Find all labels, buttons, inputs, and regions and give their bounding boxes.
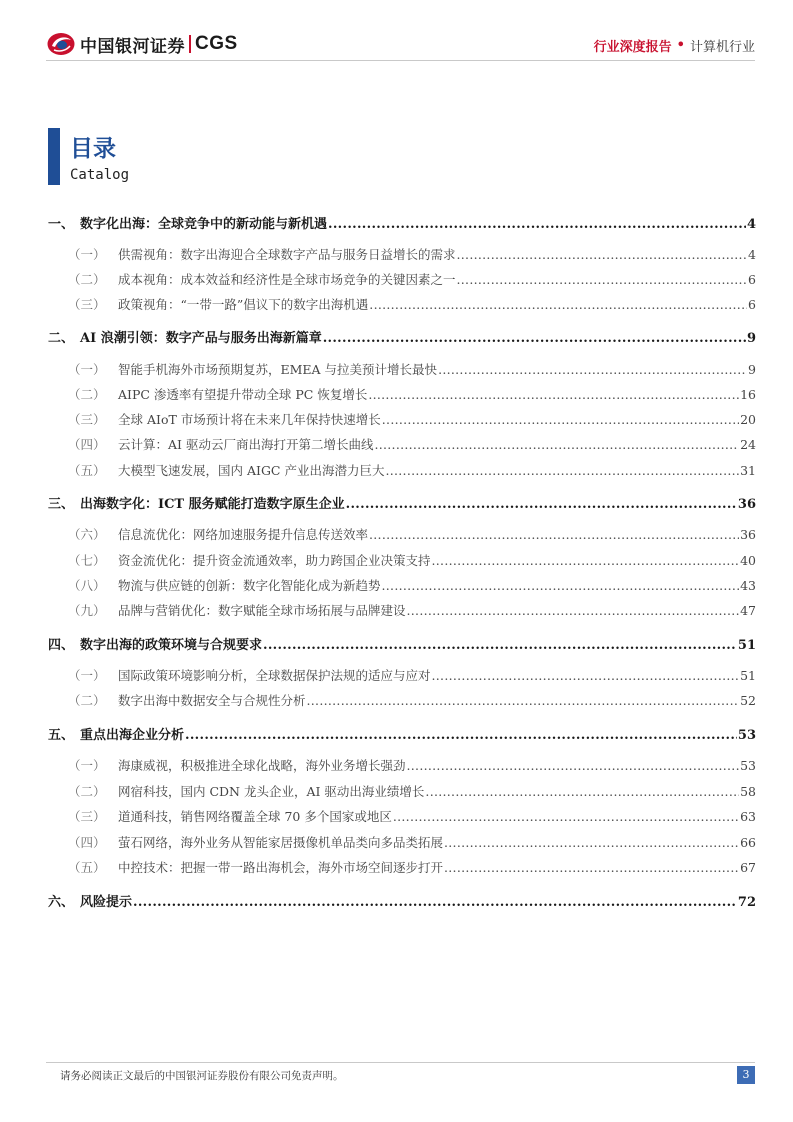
toc-entry-page[interactable]: 6	[748, 297, 756, 312]
toc-entry-number: （八）	[68, 578, 106, 593]
toc-entry-number: （四）	[68, 835, 106, 850]
toc-section-entry[interactable]	[48, 858, 756, 876]
toc-section-entry[interactable]	[48, 385, 756, 403]
toc-section-entry[interactable]	[48, 360, 756, 378]
toc-entry-page[interactable]: 52	[740, 693, 756, 708]
toc-entry-number: （二）	[68, 693, 106, 708]
toc-chapter-entry[interactable]	[48, 634, 756, 653]
toc-entry-label[interactable]: 云计算：AI 驱动云厂商出海打开第二增长曲线	[118, 437, 374, 452]
page-subtitle: Catalog	[70, 167, 130, 183]
toc-section-entry[interactable]	[48, 295, 756, 313]
toc-entry-number: （三）	[68, 809, 106, 824]
toc-leader-dots	[457, 272, 748, 287]
toc-entry-page[interactable]: 51	[740, 668, 756, 683]
toc-chapter-entry[interactable]	[48, 891, 756, 910]
toc-entry-number: 六、	[48, 895, 75, 910]
toc-leader-dots	[382, 412, 739, 427]
toc-entry-label[interactable]: 物流与供应链的创新：数字化智能化成为新趋势	[118, 578, 381, 593]
toc-entry-label[interactable]: 资金流优化：提升资金流通效率，助力跨国企业决策支持	[118, 553, 431, 568]
toc-leader-dots	[346, 497, 737, 512]
toc-leader-dots	[444, 860, 739, 875]
toc-entry-number: （六）	[68, 527, 106, 542]
toc-entry-label[interactable]: 萤石网络，海外业务从智能家居摄像机单品类向多品类拓展	[118, 835, 444, 850]
toc-leader-dots	[374, 437, 739, 452]
toc-section-entry[interactable]	[48, 576, 756, 594]
toc-entry-number: （一）	[68, 758, 106, 773]
toc-entry-label[interactable]: 政策视角：“一带一路”倡议下的数字出海机遇	[118, 297, 369, 312]
toc-entry-label[interactable]: 重点出海企业分析	[80, 728, 185, 743]
toc-entry-number: （一）	[68, 362, 106, 377]
toc-entry-label[interactable]: 海康威视，积极推进全球化战略，海外业务增长强劲	[118, 758, 406, 773]
toc-entry-number: （五）	[68, 860, 106, 875]
toc-section-entry[interactable]	[48, 833, 756, 851]
toc-section-entry[interactable]	[48, 461, 756, 479]
toc-entry-label[interactable]: 风险提示	[80, 895, 133, 910]
toc-entry-number: （九）	[68, 603, 106, 618]
toc-entry-page[interactable]: 6	[748, 272, 756, 287]
toc-entry-page[interactable]: 9	[748, 362, 756, 377]
toc-section-entry[interactable]	[48, 807, 756, 825]
toc-entry-page[interactable]: 4	[748, 247, 756, 262]
disclaimer-note: 请务必阅读正文最后的中国银河证券股份有限公司免责声明。	[60, 1070, 344, 1082]
toc-chapter-entry[interactable]	[48, 327, 756, 346]
toc-leader-dots	[407, 603, 740, 618]
toc-leader-dots	[444, 835, 739, 850]
toc-entry-page[interactable]: 53	[737, 728, 756, 743]
toc-entry-number: 三、	[48, 497, 75, 512]
toc-entry-label[interactable]: 网宿科技，国内 CDN 龙头企业，AI 驱动出海业绩增长	[118, 784, 425, 799]
brand-logo	[46, 31, 238, 57]
footer-divider	[46, 1062, 755, 1063]
toc-entry-label[interactable]: 成本视角：成本效益和经济性是全球市场竞争的关键因素之一	[118, 272, 456, 287]
toc-entry-number: （二）	[68, 784, 106, 799]
toc-entry-label[interactable]: 道通科技，销售网络覆盖全球 70 多个国家或地区	[118, 809, 392, 824]
page-header	[0, 0, 793, 60]
toc-leader-dots	[393, 809, 739, 824]
toc-entry-page[interactable]: 24	[740, 437, 756, 452]
toc-entry-label[interactable]: AI 浪潮引领：数字产品与服务出海新篇章	[80, 331, 322, 346]
galaxy-logo-icon	[46, 31, 76, 57]
toc-entry-label[interactable]: 中控技术：把握一带一路出海机会，海外市场空间逐步打开	[118, 860, 444, 875]
report-category	[594, 36, 755, 55]
toc-entry-page[interactable]: 31	[740, 463, 756, 478]
toc-entry-label[interactable]: 大模型飞速发展，国内 AIGC 产业出海潜力巨大	[118, 463, 385, 478]
toc-entry-page[interactable]: 36	[737, 497, 756, 512]
toc-entry-page[interactable]: 47	[740, 603, 756, 618]
toc-entry-page[interactable]: 16	[740, 387, 756, 402]
toc-leader-dots	[432, 668, 740, 683]
toc-entry-page[interactable]: 66	[740, 835, 756, 850]
header-separator: •	[676, 38, 685, 53]
toc-entry-number: 五、	[48, 728, 75, 743]
title-accent-bar	[48, 128, 60, 185]
toc-entry-number: （三）	[68, 297, 106, 312]
toc-chapter-entry[interactable]	[48, 493, 756, 512]
page-number: 3	[737, 1066, 755, 1084]
toc-entry-page[interactable]: 20	[740, 412, 756, 427]
brand-name-en: CGS	[195, 33, 238, 54]
brand-separator	[189, 35, 191, 53]
toc-section-entry[interactable]	[48, 756, 756, 774]
toc-entry-label[interactable]: 信息流优化：网络加速服务提升信息传送效率	[118, 527, 369, 542]
toc-leader-dots	[307, 693, 740, 708]
toc-leader-dots	[263, 638, 737, 653]
toc-leader-dots	[323, 331, 746, 346]
brand-name-cn: 中国银河证券	[80, 36, 185, 57]
toc-entry-number: （二）	[68, 272, 106, 287]
toc-entry-label[interactable]: 智能手机海外市场预期复苏，EMEA 与拉美预计增长最快	[118, 362, 438, 377]
toc-entry-number: （二）	[68, 387, 106, 402]
industry-label: 计算机行业	[689, 40, 755, 55]
toc-section-entry[interactable]	[48, 666, 756, 684]
toc-entry-label[interactable]: 供需视角：数字出海迎合全球数字产品与服务日益增长的需求	[118, 247, 456, 262]
toc-entry-page[interactable]: 51	[737, 638, 756, 653]
toc-entry-page[interactable]: 63	[740, 809, 756, 824]
toc-entry-number: 一、	[48, 217, 75, 232]
toc-leader-dots	[438, 362, 747, 377]
toc-section-entry[interactable]	[48, 551, 756, 569]
toc-entry-label[interactable]: 品牌与营销优化：数字赋能全球市场拓展与品牌建设	[118, 603, 406, 618]
toc-leader-dots	[369, 297, 747, 312]
toc-leader-dots	[369, 527, 739, 542]
toc-entry-page[interactable]: 40	[740, 553, 756, 568]
toc-entry-number: （四）	[68, 437, 106, 452]
toc-leader-dots	[382, 578, 740, 593]
toc-entry-number: （七）	[68, 553, 106, 568]
toc-entry-page[interactable]: 72	[737, 895, 756, 910]
toc-section-entry[interactable]	[48, 270, 756, 288]
toc-section-entry[interactable]	[48, 245, 756, 263]
toc-entry-page[interactable]: 36	[740, 527, 756, 542]
toc-entry-label[interactable]: 国际政策环境影响分析，全球数据保护法规的适应与应对	[118, 668, 431, 683]
toc-entry-page[interactable]: 43	[740, 578, 756, 593]
toc-entry-label[interactable]: 出海数字化：ICT 服务赋能打造数字原生企业	[80, 497, 345, 512]
toc-entry-label[interactable]: 数字化出海：全球竞争中的新动能与新机遇	[80, 217, 328, 232]
toc-leader-dots	[368, 387, 739, 402]
toc-entry-number: （三）	[68, 412, 106, 427]
toc-leader-dots	[407, 758, 740, 773]
report-type: 行业深度报告	[593, 40, 672, 55]
toc-section-entry[interactable]	[48, 601, 756, 619]
toc-entry-number: （五）	[68, 463, 106, 478]
toc-entry-label[interactable]: 数字出海中数据安全与合规性分析	[118, 693, 306, 708]
toc-entry-page[interactable]: 53	[740, 758, 756, 773]
toc-chapter-entry[interactable]	[48, 724, 756, 743]
toc-section-entry[interactable]	[48, 435, 756, 453]
toc-leader-dots	[425, 784, 739, 799]
toc-section-entry[interactable]	[48, 525, 756, 543]
toc-leader-dots	[432, 553, 740, 568]
page-title: 目录	[70, 135, 116, 162]
toc-entry-label[interactable]: 全球 AIoT 市场预计将在未来几年保持快速增长	[118, 412, 381, 427]
toc-entry-page[interactable]: 67	[740, 860, 756, 875]
toc-entry-number: （一）	[68, 668, 106, 683]
toc-entry-number: 四、	[48, 638, 75, 653]
toc-leader-dots	[457, 247, 748, 262]
toc-leader-dots	[328, 217, 746, 232]
toc-section-entry[interactable]	[48, 782, 756, 800]
toc-entry-label[interactable]: 数字出海的政策环境与合规要求	[80, 638, 263, 653]
toc-entry-label[interactable]: AIPC 渗透率有望提升带动全球 PC 恢复增长	[118, 387, 368, 402]
toc-section-entry[interactable]	[48, 691, 756, 709]
toc-entry-number: 二、	[48, 331, 75, 346]
toc-entry-page[interactable]: 4	[746, 217, 756, 232]
toc-leader-dots	[385, 463, 739, 478]
toc-leader-dots	[133, 895, 737, 910]
toc-entry-number: （一）	[68, 247, 106, 262]
toc-leader-dots	[185, 728, 737, 743]
toc-section-entry[interactable]	[48, 410, 756, 428]
header-divider	[46, 60, 755, 61]
toc-entry-page[interactable]: 9	[746, 331, 756, 346]
toc-chapter-entry[interactable]	[48, 213, 756, 232]
toc-entry-page[interactable]: 58	[740, 784, 756, 799]
